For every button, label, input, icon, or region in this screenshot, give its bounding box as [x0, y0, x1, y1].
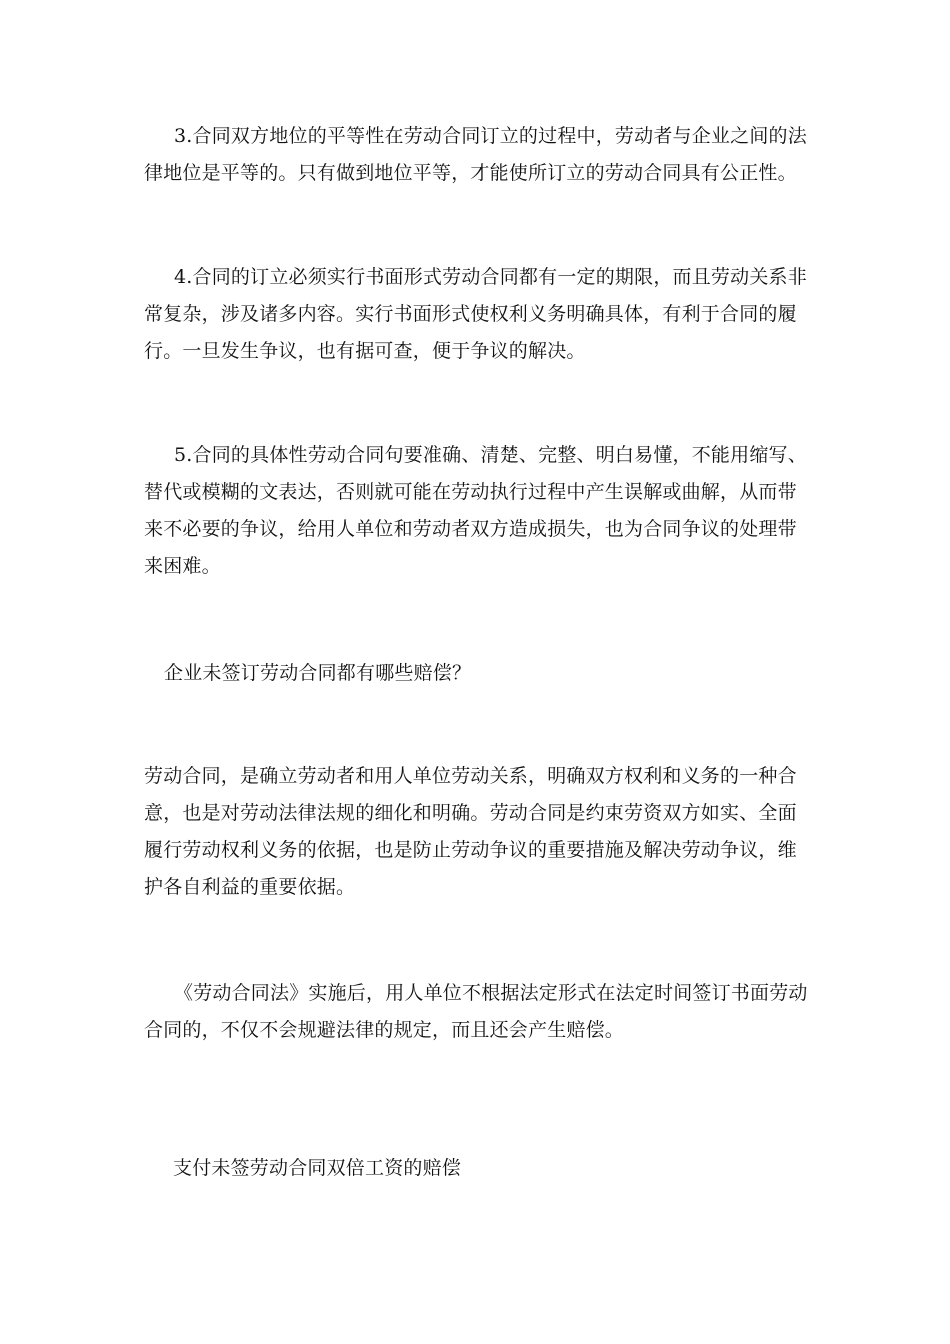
paragraph-specificity: 5.合同的具体性劳动合同句要准确、清楚、完整、明白易懂，不能用缩写、替代或模糊的文表达，否则就可能在劳动执行过程中产生误解或曲解，从而带来不必要的争议，给用人单位和劳动者双方造成损失，也为合同争议的处理带来困难。 — [144, 444, 807, 577]
paragraph-contract-definition: 劳动合同，是确立劳动者和用人单位劳动关系，明确双方权利和义务的一种合意，也是对劳动法律法规的细化和明确。劳动合同是约束劳资双方如实、全面履行劳动权利义务的依据，也是防止劳动争议的重要措施及解决劳动争议，维护各自利益的重要依据。 — [144, 765, 797, 898]
paragraph-equality: 3.合同双方地位的平等性在劳动合同订立的过程中，劳动者与企业之间的法律地位是平等的。只有做到地位平等，才能使所订立的劳动合同具有公正性。 — [144, 125, 807, 184]
paragraph-written-form: 4.合同的订立必须实行书面形式劳动合同都有一定的期限，而且劳动关系非常复杂，涉及诸多内容。实行书面形式使权利义务明确具体，有利于合同的履行。一旦发生争议，也有据可查，便于争议的解决。 — [144, 266, 807, 362]
paragraph-law-implementation: 《劳动合同法》实施后，用人单位不根据法定形式在法定时间签订书面劳动合同的，不仅不会规避法律的规定，而且还会产生赔偿。 — [144, 982, 808, 1041]
section-heading-compensation: 企业未签订劳动合同都有哪些赔偿？ — [164, 662, 472, 684]
section-heading-double-wages: 支付未签劳动合同双倍工资的赔偿 — [173, 1157, 462, 1179]
